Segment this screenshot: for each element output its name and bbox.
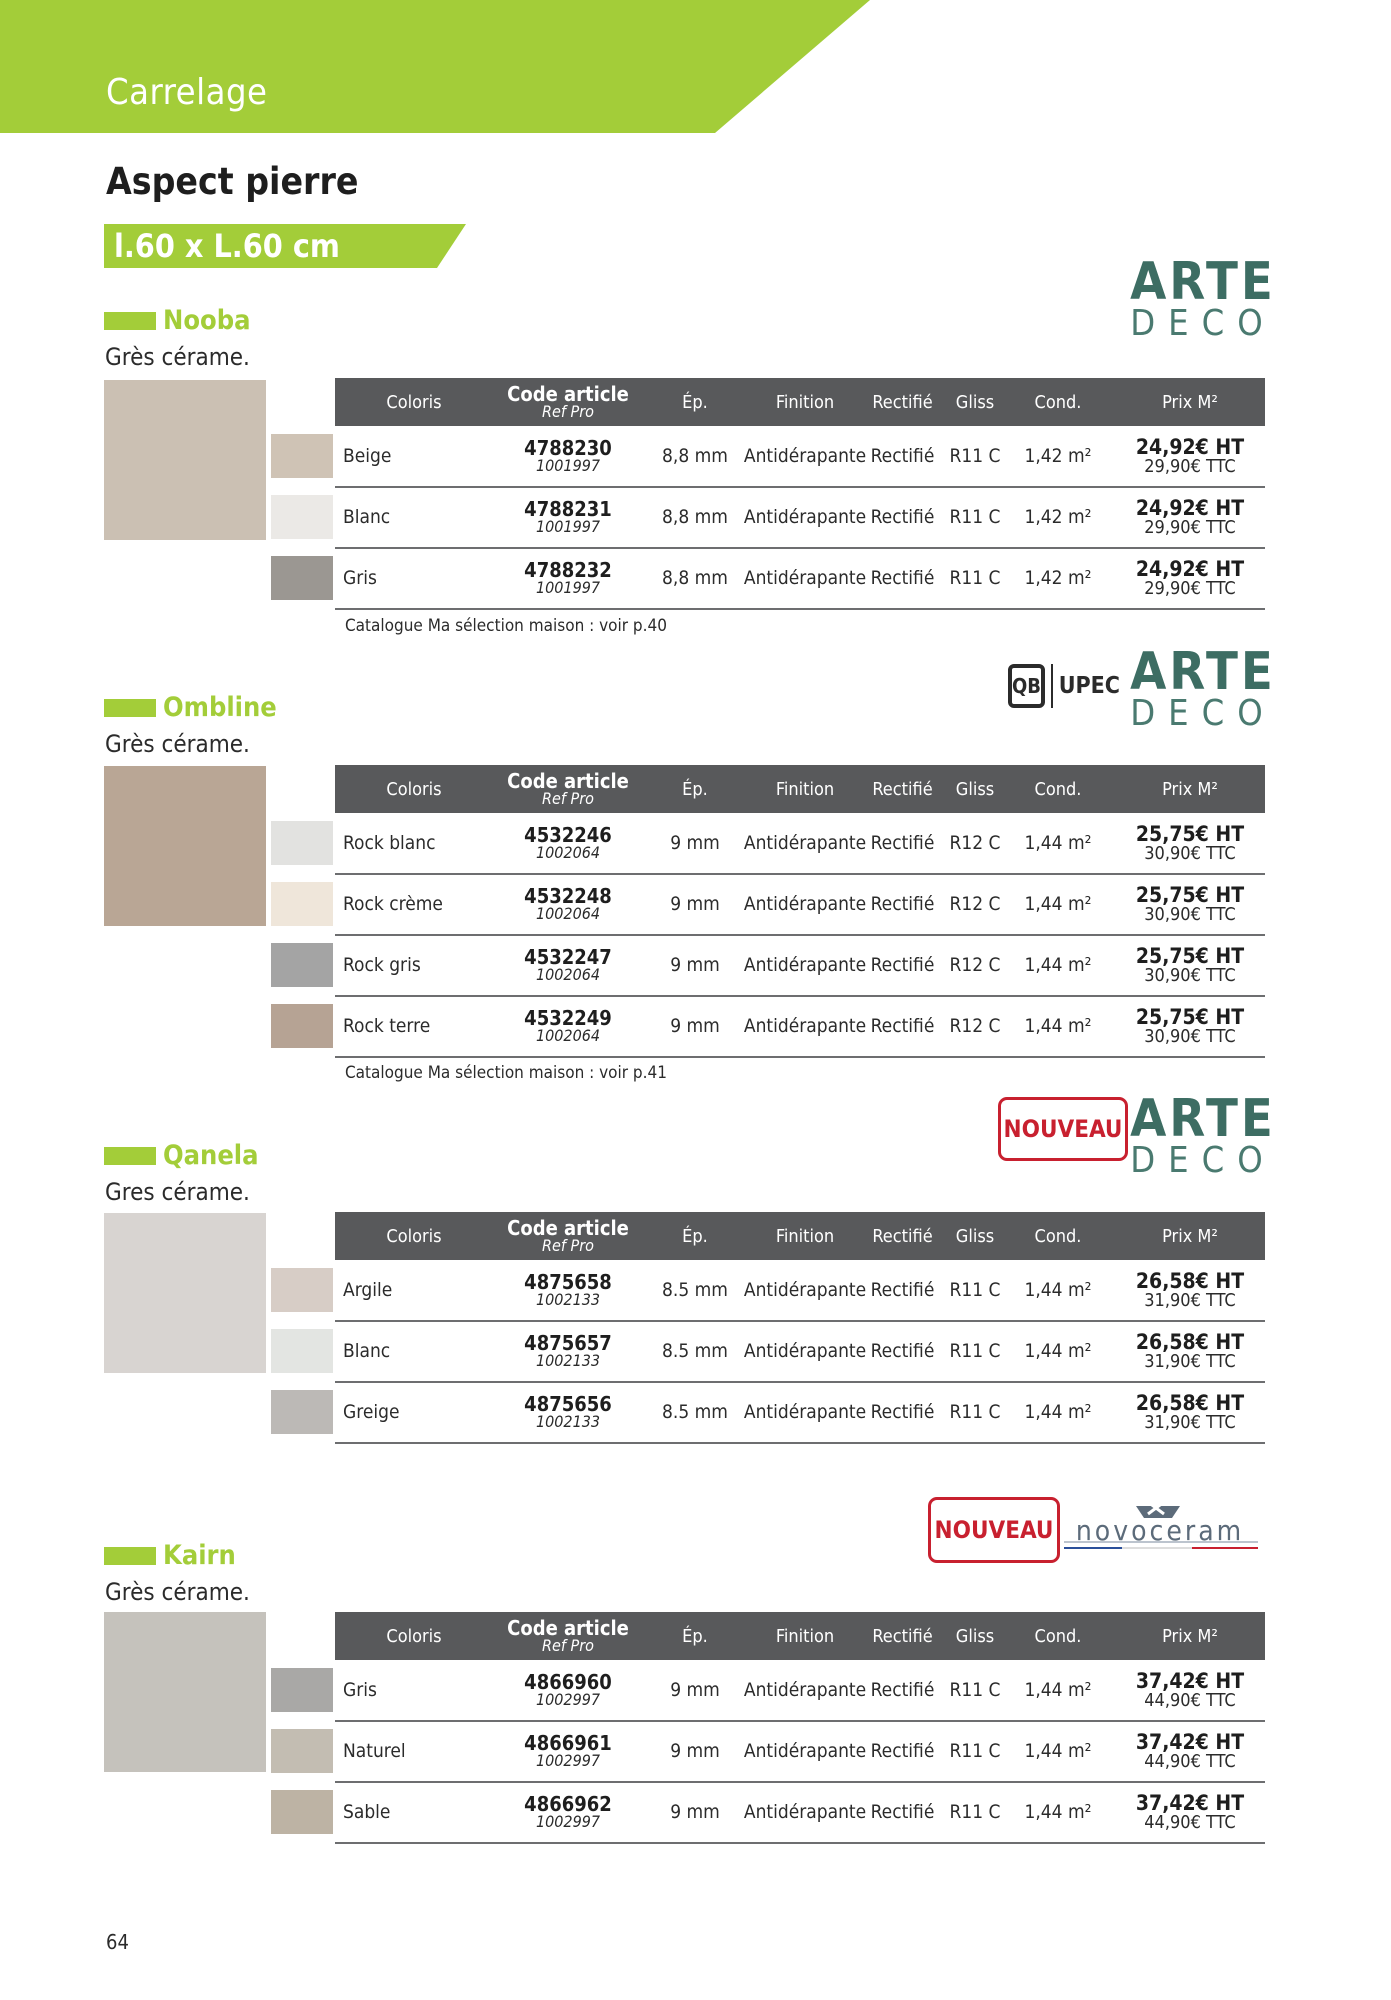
rectifie-cell: Rectifié xyxy=(870,832,935,854)
section-subtitle: Grès cérame. xyxy=(105,730,250,758)
header-ref-pro: Ref Pro xyxy=(542,789,594,808)
cond-cell: 1,42 m² xyxy=(1024,567,1092,589)
table-row xyxy=(335,935,1265,997)
header-coloris: Coloris xyxy=(386,1225,442,1247)
header-cond: Cond. xyxy=(1034,1625,1082,1647)
arte-deco-logo xyxy=(1128,252,1278,344)
color-swatch xyxy=(271,1268,333,1312)
cond-cell: 1,44 m² xyxy=(1024,832,1092,854)
gliss-cell: R12 C xyxy=(949,1015,1001,1037)
header-rectifie: Rectifié xyxy=(872,391,933,413)
section-title: Ombline xyxy=(163,692,277,723)
finition-cell: Antidérapante xyxy=(743,1801,867,1823)
finition-cell: Antidérapante xyxy=(743,567,867,589)
code-article: 4788231 xyxy=(524,497,612,521)
cond-cell: 1,42 m² xyxy=(1024,445,1092,467)
gliss-cell: R11 C xyxy=(949,1679,1001,1701)
color-swatch xyxy=(271,1668,333,1712)
header-rectifie: Rectifié xyxy=(872,1225,933,1247)
ep-cell: 9 mm xyxy=(670,893,720,915)
header-coloris: Coloris xyxy=(386,391,442,413)
header-finition: Finition xyxy=(775,391,835,413)
color-name-cell: Gris xyxy=(343,1679,377,1701)
rectifie-cell: Rectifié xyxy=(870,567,935,589)
price-ttc: 30,90€ TTC xyxy=(1144,903,1236,925)
price-cell xyxy=(1115,1321,1265,1381)
table-row xyxy=(335,1321,1265,1383)
price-ttc: 29,90€ TTC xyxy=(1144,577,1236,599)
page-title: Aspect pierre xyxy=(106,160,359,203)
header-rectifie: Rectifié xyxy=(872,778,933,800)
deco-logo-text-3: DECO xyxy=(1130,1140,1276,1181)
section-subtitle: Grès cérame. xyxy=(105,343,250,371)
header-gliss: Gliss xyxy=(955,1625,995,1647)
ep-cell: 9 mm xyxy=(670,1801,720,1823)
gliss-cell: R11 C xyxy=(949,445,1001,467)
ref-pro: 1002064 xyxy=(535,1026,601,1045)
code-article-cell xyxy=(493,1382,643,1442)
code-article: 4866961 xyxy=(524,1731,612,1755)
gliss-cell: R11 C xyxy=(949,1279,1001,1301)
price-ttc: 29,90€ TTC xyxy=(1144,455,1236,477)
header-code xyxy=(493,378,643,426)
header-code xyxy=(493,1612,643,1660)
product-tile-image xyxy=(104,1612,266,1772)
rectifie-cell: Rectifié xyxy=(870,445,935,467)
rectifie-cell: Rectifié xyxy=(870,1015,935,1037)
code-article-cell xyxy=(493,1721,643,1781)
table-row xyxy=(335,1721,1265,1783)
deco-logo-text-2: DECO xyxy=(1130,693,1276,734)
ref-pro: 1001997 xyxy=(535,517,601,536)
rectifie-cell: Rectifié xyxy=(870,1679,935,1701)
price-ht: 25,75€ HT xyxy=(1135,821,1245,846)
rectifie-cell: Rectifié xyxy=(870,1340,935,1362)
qb-icon: QB xyxy=(1008,664,1045,708)
header-finition: Finition xyxy=(775,778,835,800)
header-coloris: Coloris xyxy=(386,1625,442,1647)
header-ref-pro: Ref Pro xyxy=(542,402,594,421)
header-ref-pro: Ref Pro xyxy=(542,1236,594,1255)
header-ep: Ép. xyxy=(682,391,708,413)
header-prix: Prix M² xyxy=(1162,391,1218,413)
header-finition: Finition xyxy=(775,1225,835,1247)
color-swatch xyxy=(271,434,333,478)
arte-logo-text-3: ARTE xyxy=(1130,1089,1276,1149)
header-ep: Ép. xyxy=(682,1225,708,1247)
header-prix: Prix M² xyxy=(1162,1225,1218,1247)
price-ht: 26,58€ HT xyxy=(1135,1390,1245,1415)
catalogue-note: Catalogue Ma sélection maison : voir p.40 xyxy=(345,616,667,636)
nouveau-badge-2: NOUVEAU xyxy=(928,1497,1060,1563)
color-name-cell: Rock blanc xyxy=(343,832,436,854)
ep-cell: 9 mm xyxy=(670,954,720,976)
gliss-cell: R11 C xyxy=(949,1401,1001,1423)
finition-cell: Antidérapante xyxy=(743,893,867,915)
table-row xyxy=(335,1782,1265,1844)
code-article-cell xyxy=(493,426,643,486)
price-ttc: 44,90€ TTC xyxy=(1144,1689,1236,1711)
header-gliss: Gliss xyxy=(955,391,995,413)
cond-cell: 1,44 m² xyxy=(1024,1679,1092,1701)
finition-cell: Antidérapante xyxy=(743,1340,867,1362)
price-ht: 26,58€ HT xyxy=(1135,1329,1245,1354)
cond-cell: 1,44 m² xyxy=(1024,1801,1092,1823)
price-cell xyxy=(1115,1782,1265,1842)
color-name-cell: Naturel xyxy=(343,1740,406,1762)
code-article: 4875657 xyxy=(524,1331,612,1355)
price-ht: 24,92€ HT xyxy=(1135,556,1245,581)
ref-pro: 1002133 xyxy=(535,1290,601,1309)
cond-cell: 1,44 m² xyxy=(1024,893,1092,915)
ep-cell: 8.5 mm xyxy=(662,1401,728,1423)
table-header xyxy=(335,378,1265,426)
price-ttc: 31,90€ TTC xyxy=(1144,1289,1236,1311)
novoceram-logo xyxy=(1062,1498,1258,1560)
section-marker xyxy=(104,312,156,330)
price-ttc: 44,90€ TTC xyxy=(1144,1750,1236,1772)
color-name-cell: Rock terre xyxy=(343,1015,431,1037)
qb-upec-logo xyxy=(1008,660,1120,712)
code-article-cell xyxy=(493,487,643,547)
ref-pro: 1002997 xyxy=(535,1812,601,1831)
color-swatch xyxy=(271,1329,333,1373)
page-number: 64 xyxy=(106,1930,129,1954)
price-ht: 24,92€ HT xyxy=(1135,434,1245,459)
color-swatch xyxy=(271,882,333,926)
arte-deco-logo-2 xyxy=(1128,642,1278,734)
finition-cell: Antidérapante xyxy=(743,832,867,854)
cond-cell: 1,44 m² xyxy=(1024,1279,1092,1301)
ep-cell: 9 mm xyxy=(670,832,720,854)
code-article-cell xyxy=(493,548,643,608)
section-marker xyxy=(104,699,156,717)
arte-logo-text: ARTE xyxy=(1130,252,1276,312)
code-article-cell xyxy=(493,996,643,1056)
code-article-cell xyxy=(493,1660,643,1720)
ep-cell: 9 mm xyxy=(670,1679,720,1701)
ep-cell: 8,8 mm xyxy=(662,506,728,528)
finition-cell: Antidérapante xyxy=(743,506,867,528)
price-ht: 25,75€ HT xyxy=(1135,882,1245,907)
header-coloris: Coloris xyxy=(386,778,442,800)
price-cell xyxy=(1115,1660,1265,1720)
table-row xyxy=(335,1660,1265,1722)
price-ttc: 31,90€ TTC xyxy=(1144,1411,1236,1433)
ref-pro: 1002997 xyxy=(535,1751,601,1770)
code-article: 4875658 xyxy=(524,1270,612,1294)
gliss-cell: R12 C xyxy=(949,954,1001,976)
ep-cell: 8,8 mm xyxy=(662,445,728,467)
header-gliss: Gliss xyxy=(955,778,995,800)
finition-cell: Antidérapante xyxy=(743,445,867,467)
table-row xyxy=(335,487,1265,549)
code-article: 4532249 xyxy=(524,1006,612,1030)
ep-cell: 8.5 mm xyxy=(662,1279,728,1301)
cond-cell: 1,42 m² xyxy=(1024,506,1092,528)
section-title: Nooba xyxy=(163,305,251,336)
deco-logo-text: DECO xyxy=(1130,303,1276,344)
price-ttc: 30,90€ TTC xyxy=(1144,964,1236,986)
section-subtitle: Grès cérame. xyxy=(105,1578,250,1606)
ref-pro: 1002997 xyxy=(535,1690,601,1709)
table-row xyxy=(335,1382,1265,1444)
product-tile-image xyxy=(104,380,266,540)
price-cell xyxy=(1115,874,1265,934)
color-name-cell: Rock gris xyxy=(343,954,421,976)
price-ttc: 30,90€ TTC xyxy=(1144,842,1236,864)
rectifie-cell: Rectifié xyxy=(870,893,935,915)
price-ht: 37,42€ HT xyxy=(1135,1668,1245,1693)
header-cond: Cond. xyxy=(1034,391,1082,413)
cond-cell: 1,44 m² xyxy=(1024,1401,1092,1423)
price-ttc: 29,90€ TTC xyxy=(1144,516,1236,538)
color-swatch xyxy=(271,821,333,865)
rectifie-cell: Rectifié xyxy=(870,1801,935,1823)
header-rectifie: Rectifié xyxy=(872,1625,933,1647)
cond-cell: 1,44 m² xyxy=(1024,1015,1092,1037)
upec-label: UPEC xyxy=(1058,673,1120,699)
novoceram-text: novoceram xyxy=(1075,1514,1245,1547)
code-article-cell xyxy=(493,813,643,873)
header-cond: Cond. xyxy=(1034,1225,1082,1247)
table-header xyxy=(335,765,1265,813)
section-title: Qanela xyxy=(163,1140,259,1171)
price-ht: 37,42€ HT xyxy=(1135,1729,1245,1754)
product-tile-image xyxy=(104,1213,266,1373)
category-banner xyxy=(0,0,870,133)
color-name-cell: Argile xyxy=(343,1279,393,1301)
price-cell xyxy=(1115,1260,1265,1320)
color-name-cell: Gris xyxy=(343,567,377,589)
gliss-cell: R12 C xyxy=(949,832,1001,854)
finition-cell: Antidérapante xyxy=(743,1740,867,1762)
gliss-cell: R11 C xyxy=(949,1801,1001,1823)
table-row xyxy=(335,426,1265,488)
color-swatch xyxy=(271,1390,333,1434)
gliss-cell: R11 C xyxy=(949,1340,1001,1362)
code-article-cell xyxy=(493,935,643,995)
price-ht: 26,58€ HT xyxy=(1135,1268,1245,1293)
rectifie-cell: Rectifié xyxy=(870,1740,935,1762)
price-ht: 37,42€ HT xyxy=(1135,1790,1245,1815)
finition-cell: Antidérapante xyxy=(743,1401,867,1423)
color-name-cell: Sable xyxy=(343,1801,391,1823)
nouveau-badge: NOUVEAU xyxy=(998,1097,1128,1161)
finition-cell: Antidérapante xyxy=(743,1679,867,1701)
code-article: 4532248 xyxy=(524,884,612,908)
ep-cell: 9 mm xyxy=(670,1740,720,1762)
header-ref-pro: Ref Pro xyxy=(542,1636,594,1655)
price-ttc: 44,90€ TTC xyxy=(1144,1811,1236,1833)
code-article-cell xyxy=(493,1782,643,1842)
color-swatch xyxy=(271,495,333,539)
section-subtitle: Gres cérame. xyxy=(105,1178,250,1206)
category-title: Carrelage xyxy=(106,72,268,113)
code-article: 4866962 xyxy=(524,1792,612,1816)
price-cell xyxy=(1115,813,1265,873)
gliss-cell: R11 C xyxy=(949,567,1001,589)
color-swatch xyxy=(271,1729,333,1773)
color-name-cell: Rock crème xyxy=(343,893,443,915)
code-article: 4788230 xyxy=(524,436,612,460)
code-article: 4788232 xyxy=(524,558,612,582)
price-ht: 24,92€ HT xyxy=(1135,495,1245,520)
code-article-cell xyxy=(493,874,643,934)
header-code-article: Code article xyxy=(507,1216,629,1240)
ep-cell: 8.5 mm xyxy=(662,1340,728,1362)
ref-pro: 1002064 xyxy=(535,843,601,862)
table-row xyxy=(335,1260,1265,1322)
code-article-cell xyxy=(493,1321,643,1381)
code-article: 4866960 xyxy=(524,1670,612,1694)
code-article: 4532247 xyxy=(524,945,612,969)
color-swatch xyxy=(271,1004,333,1048)
color-name-cell: Beige xyxy=(343,445,392,467)
section-marker xyxy=(104,1147,156,1165)
price-ht: 25,75€ HT xyxy=(1135,943,1245,968)
color-name-cell: Blanc xyxy=(343,1340,391,1362)
rectifie-cell: Rectifié xyxy=(870,506,935,528)
header-cond: Cond. xyxy=(1034,778,1082,800)
arte-logo-text-2: ARTE xyxy=(1130,642,1276,702)
color-swatch xyxy=(271,556,333,600)
price-ttc: 30,90€ TTC xyxy=(1144,1025,1236,1047)
price-cell xyxy=(1115,996,1265,1056)
price-ht: 25,75€ HT xyxy=(1135,1004,1245,1029)
gliss-cell: R11 C xyxy=(949,506,1001,528)
ref-pro: 1002064 xyxy=(535,904,601,923)
header-code xyxy=(493,765,643,813)
table-row xyxy=(335,548,1265,610)
ref-pro: 1001997 xyxy=(535,578,601,597)
header-code-article: Code article xyxy=(507,769,629,793)
ref-pro: 1002133 xyxy=(535,1351,601,1370)
header-prix: Prix M² xyxy=(1162,778,1218,800)
table-row xyxy=(335,813,1265,875)
dimension-label: l.60 x L.60 cm xyxy=(114,227,340,265)
ep-cell: 8,8 mm xyxy=(662,567,728,589)
gliss-cell: R12 C xyxy=(949,893,1001,915)
price-cell xyxy=(1115,548,1265,608)
finition-cell: Antidérapante xyxy=(743,954,867,976)
cond-cell: 1,44 m² xyxy=(1024,1340,1092,1362)
product-tile-image xyxy=(104,766,266,926)
code-article-cell xyxy=(493,1260,643,1320)
price-cell xyxy=(1115,487,1265,547)
header-ep: Ép. xyxy=(682,778,708,800)
color-swatch xyxy=(271,1790,333,1834)
color-swatch xyxy=(271,943,333,987)
ref-pro: 1002064 xyxy=(535,965,601,984)
arte-deco-logo-3 xyxy=(1128,1089,1278,1181)
finition-cell: Antidérapante xyxy=(743,1279,867,1301)
rectifie-cell: Rectifié xyxy=(870,1401,935,1423)
header-ep: Ép. xyxy=(682,1625,708,1647)
rectifie-cell: Rectifié xyxy=(870,1279,935,1301)
header-gliss: Gliss xyxy=(955,1225,995,1247)
cond-cell: 1,44 m² xyxy=(1024,954,1092,976)
catalogue-note: Catalogue Ma sélection maison : voir p.41 xyxy=(345,1063,667,1083)
header-code-article: Code article xyxy=(507,382,629,406)
ref-pro: 1002133 xyxy=(535,1412,601,1431)
color-name-cell: Greige xyxy=(343,1401,400,1423)
rectifie-cell: Rectifié xyxy=(870,954,935,976)
finition-cell: Antidérapante xyxy=(743,1015,867,1037)
ref-pro: 1001997 xyxy=(535,456,601,475)
table-row xyxy=(335,874,1265,936)
header-prix: Prix M² xyxy=(1162,1625,1218,1647)
ep-cell: 9 mm xyxy=(670,1015,720,1037)
header-finition: Finition xyxy=(775,1625,835,1647)
price-cell xyxy=(1115,1382,1265,1442)
table-row xyxy=(335,996,1265,1058)
price-cell xyxy=(1115,935,1265,995)
code-article: 4532246 xyxy=(524,823,612,847)
gliss-cell: R11 C xyxy=(949,1740,1001,1762)
section-title: Kairn xyxy=(163,1540,236,1571)
section-marker xyxy=(104,1547,156,1565)
price-cell xyxy=(1115,426,1265,486)
table-header xyxy=(335,1612,1265,1660)
price-cell xyxy=(1115,1721,1265,1781)
code-article: 4875656 xyxy=(524,1392,612,1416)
color-name-cell: Blanc xyxy=(343,506,391,528)
header-code xyxy=(493,1212,643,1260)
table-header xyxy=(335,1212,1265,1260)
price-ttc: 31,90€ TTC xyxy=(1144,1350,1236,1372)
cond-cell: 1,44 m² xyxy=(1024,1740,1092,1762)
header-code-article: Code article xyxy=(507,1616,629,1640)
